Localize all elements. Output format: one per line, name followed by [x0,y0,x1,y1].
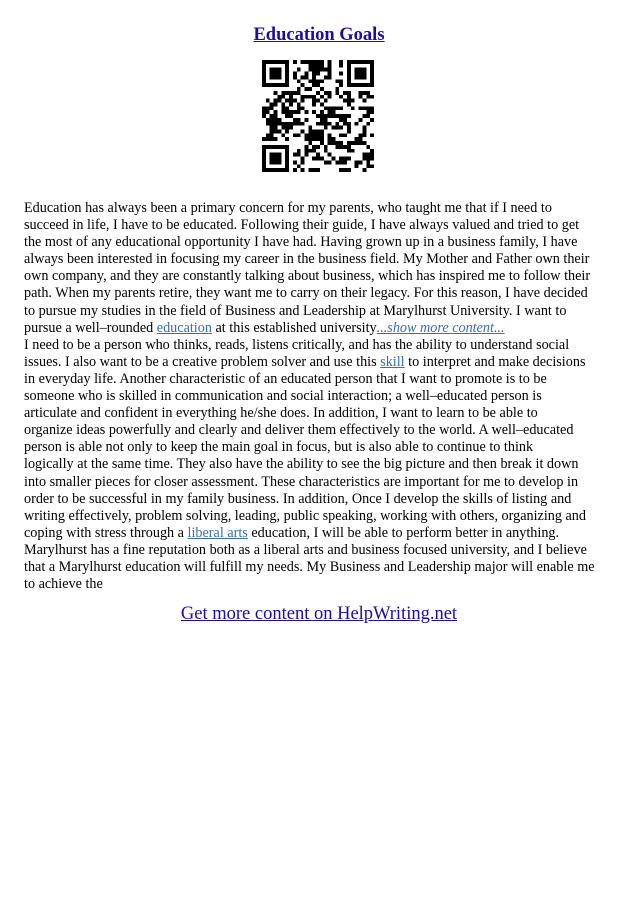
text-segment: education, I will be able to perform better in anything. [247,524,560,541]
text-segment: to interpret and make decisions [404,353,586,370]
essay-line [24,354,614,371]
essay-line: articulate and confident in everything he/she does. In addition, I want to learn to be able to [24,405,538,422]
essay-text [24,200,614,593]
essay-line [24,525,614,542]
essay-line: to pursue my studies in the field of Business and Leadership at Marylhurst University. I want to [24,302,567,319]
essay-line: I need to be a person who thinks, reads, listens critically, and has the ability to understand social [24,336,570,353]
essay-line: Marylhurst has a fine reputation both as a liberal arts and business focused university, and I believe [24,541,587,558]
essay-line: organize ideas powerfully and clearly and deliver them effectively to the world. A well–educated [24,422,574,439]
essay-line: in everyday life. Another characteristic of an educated person that I want to promote is to be [24,370,547,387]
show-more-link[interactable]: ...show more content... [376,319,505,336]
essay-line: the most of any educational opportunity I have had. Having grown up in a business family, I have [24,234,578,251]
liberal-arts-link[interactable]: liberal arts [187,524,248,541]
text-segment: coping with stress through a [24,524,188,541]
get-more-content-link[interactable]: Get more content on HelpWriting.net [180,604,458,624]
text-segment: pursue a well–rounded [24,319,157,336]
essay-line: succeed in life, I have to be educated. Following their guide, I have always valued and tried to get [24,217,580,234]
essay-line: writing effectively, problem solving, leading, public speaking, working with others, organizing and [24,507,586,524]
essay-line: path. When my parents retire, they want me to carry on their legacy. For this reason, I have decided [24,285,588,302]
education-link[interactable]: education [156,319,212,336]
essay-line: Education has always been a primary concern for my parents, who taught me that if I need to [24,200,552,216]
qr-code-graphic [262,60,374,172]
document-title-link[interactable]: Education Goals [253,25,385,45]
essay-line [24,320,614,337]
qr-code [262,60,374,172]
essay-line: someone who is skilled in communication and social interaction; a well–educated person is [24,388,542,405]
essay-line: that a Marylhurst education will fulfill my needs. My Business and Leadership major will enable me [24,558,595,575]
text-segment: issues. I also want to be a creative problem solver and use this [24,353,381,370]
essay-line: own company, and they are constantly talking about business, which has inspired me to follow their [24,268,591,285]
essay-line: order to be successful in my family business. In addition, Once I develop the skills of listing and [24,490,572,507]
text-segment: at this established university [211,319,377,336]
essay-line: to achieve the [24,576,103,593]
essay-line: always been interested in focusing my career in the business field. My Mother and Father own their [24,251,590,268]
skill-link[interactable]: skill [380,353,405,370]
essay-line: person is able not only to keep the main goal in focus, but is also able to continue to think [24,439,534,456]
essay-line: logically at the same time. They also have the ability to see the big picture and then break it down [24,456,579,473]
essay-line: into smaller pieces for closer assessment. These characteristics are important for me to develop in [24,473,579,490]
